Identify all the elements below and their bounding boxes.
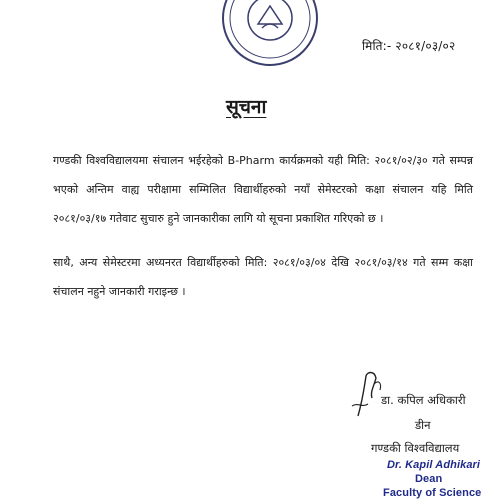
notice-paragraph-1: गण्डकी विश्वविद्यालयमा संचालन भईरहेको B-Pharm कार्यक्रमको यही मिति: २०८१/०२/३० गते सम्पन्न भएको अन्तिम वाह्य परीक्षामा सम्मिलित विद्यार्थीहरुको नयाँ सेमेस्टरको कक्षा संचालन यहि मिति २०८१/०३/१७ गतेवाट सुचारु हुने जानकारीका लागि यो सूचना प्रकाशित गरिएको छ । [53, 154, 473, 225]
stamp-title: Dean [415, 473, 443, 485]
stamp-name: Dr. Kapil Adhikari [387, 459, 481, 471]
signatory-designation: डीन [415, 418, 431, 432]
signatory-university: गण्डकी विश्वविद्यालय [371, 441, 460, 455]
stamp-faculty: Faculty of Science [383, 487, 482, 499]
signatory-name: डा. कपिल अधिकारी [381, 393, 466, 407]
notice-paragraph-2: साथै, अन्य सेमेस्टरमा अध्यनरत विद्यार्थीहरुको मिति: २०८१/०३/०४ देखि २०८१/०३/१४ गते सम्म कक्षा संचालन नहुने जानकारी गराइन्छ । [53, 256, 473, 298]
handwritten-signature [344, 362, 404, 422]
seal-emblem-icon [224, 0, 316, 64]
university-seal [222, 0, 318, 66]
notice-date: मिति:- २०८१/०३/०२ [362, 39, 456, 53]
notice-title: सूचना [226, 96, 267, 118]
